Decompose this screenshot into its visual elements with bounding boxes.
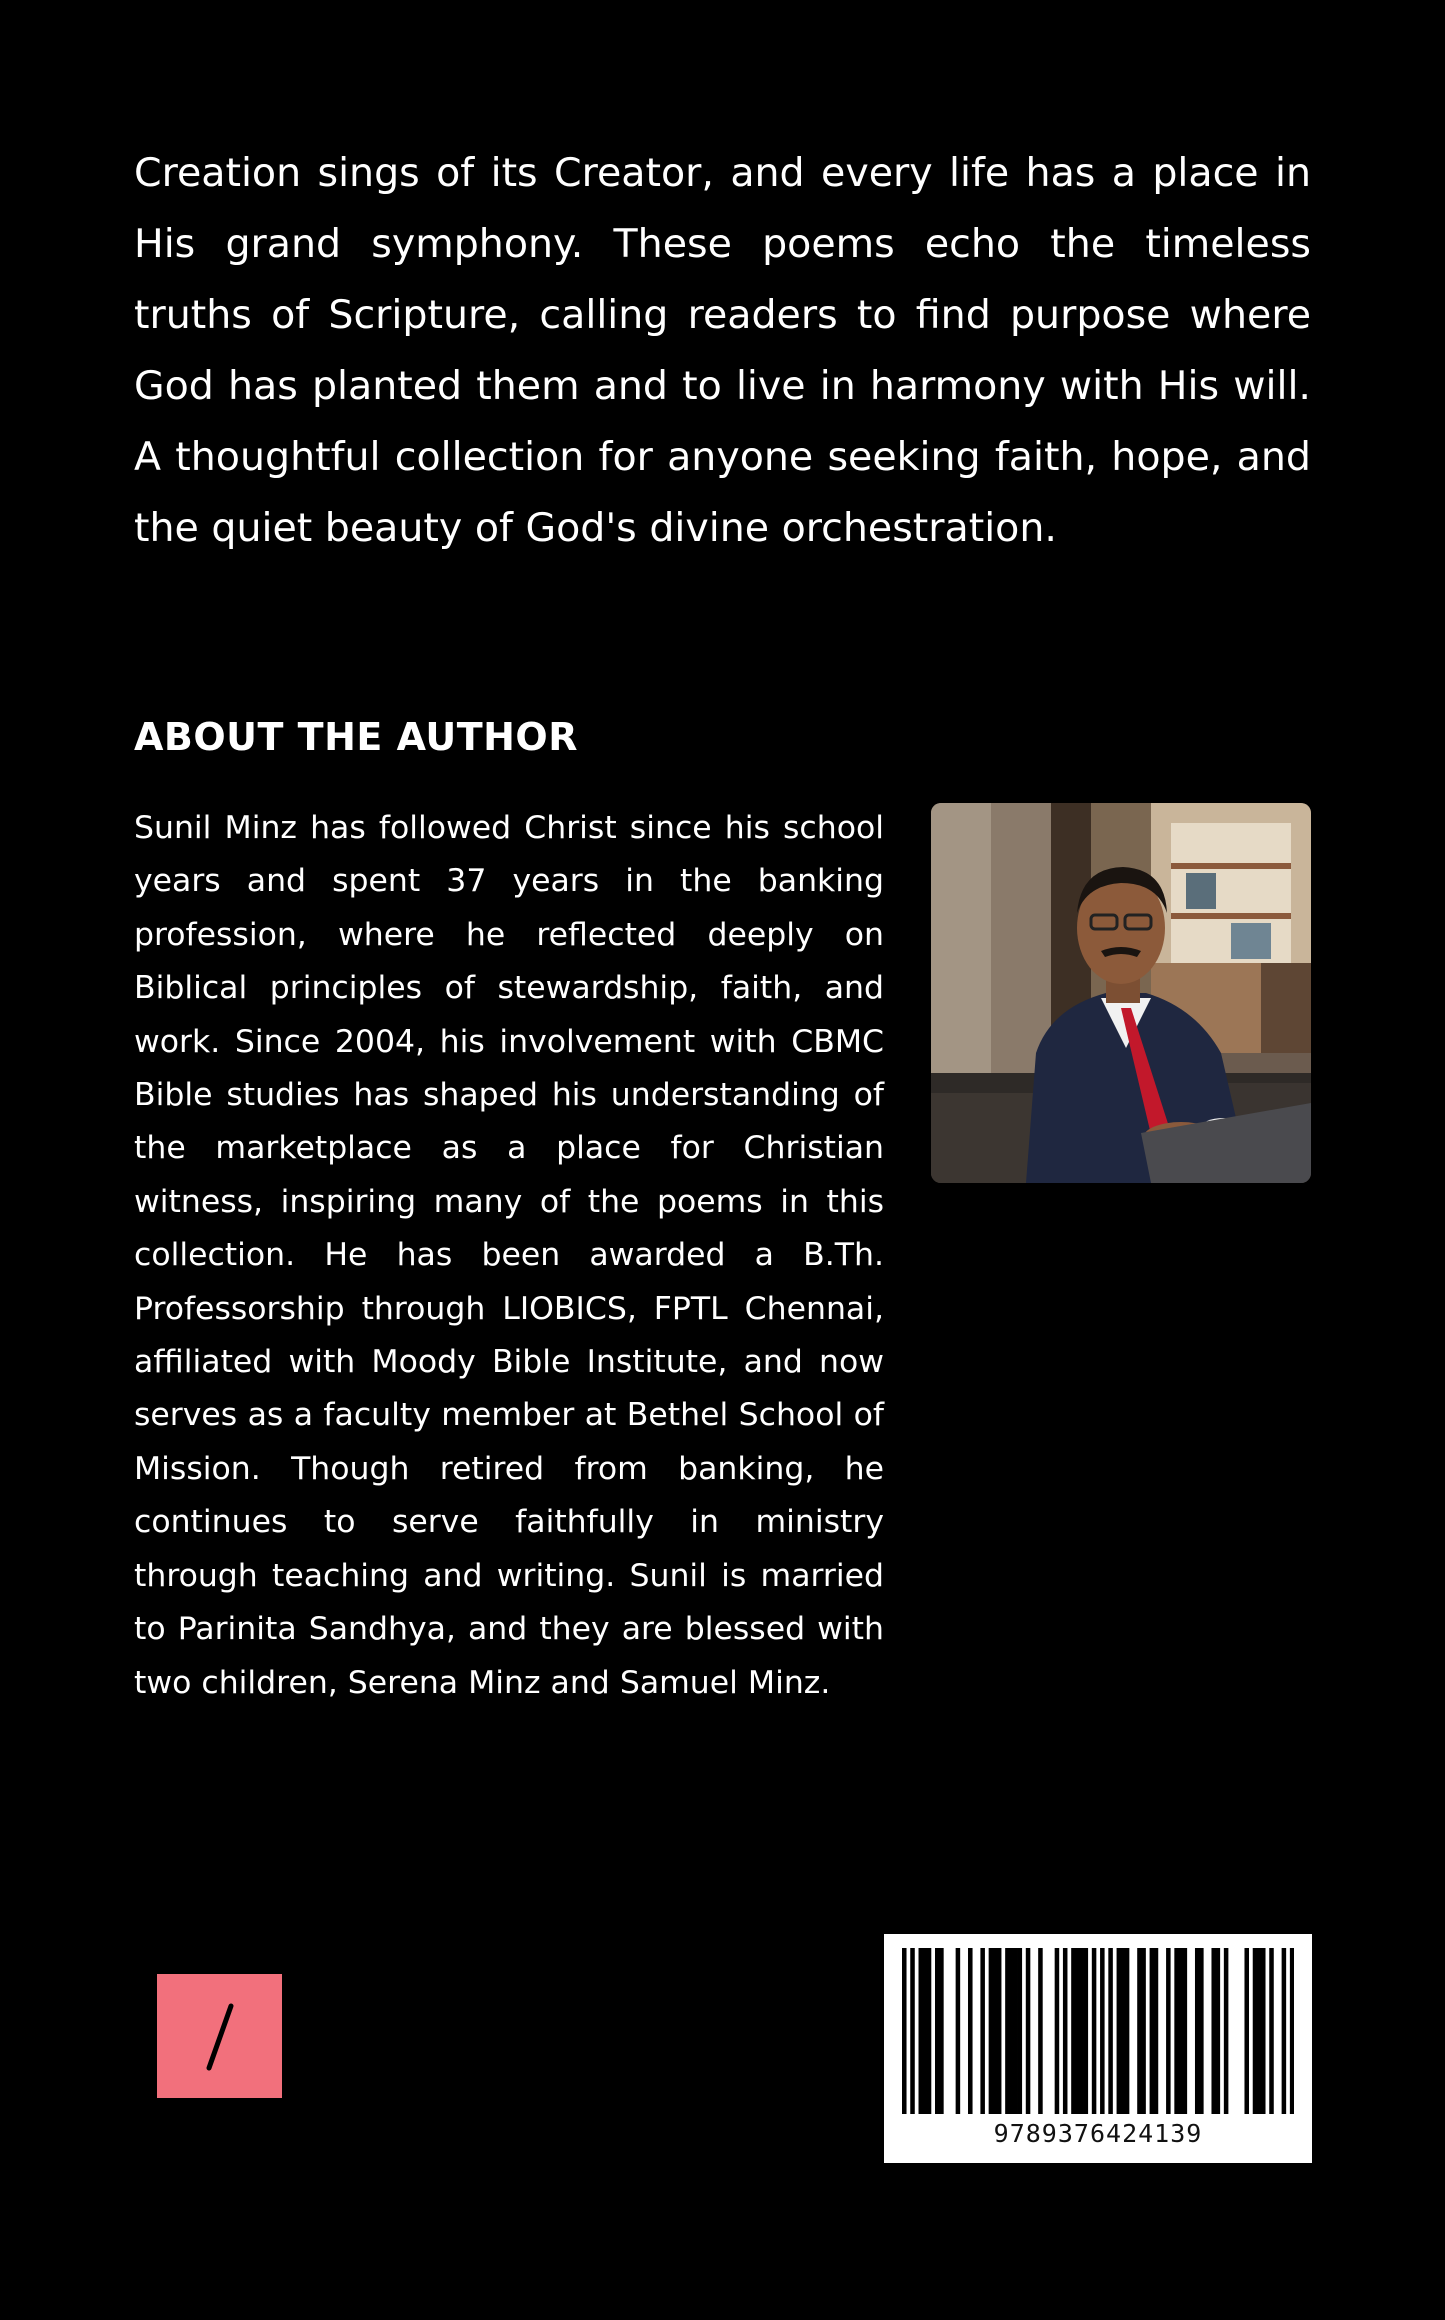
barcode-bar bbox=[968, 1948, 973, 2114]
barcode-bar bbox=[1150, 1948, 1155, 2114]
barcode-bar bbox=[1013, 1948, 1018, 2114]
barcode-bar bbox=[1038, 1948, 1043, 2114]
barcode-bar bbox=[1282, 1948, 1287, 2114]
barcode-bar bbox=[1079, 1948, 1084, 2114]
barcode-bar bbox=[1092, 1948, 1097, 2114]
back-cover-blurb: Creation sings of its Creator, and every life has a place in His grand symphony. These poems echo the timeless truths of Scripture, calling readers to find purpose where God has planted them and to live in harmony with His will. A thoughtful collection for anyone seeking faith, hope, and the quiet beauty of God's divine orchestration. bbox=[134, 150, 1311, 551]
author-bio: Sunil Minz has followed Christ since his school years and spent 37 years in the banking profession, where he reflected deeply on Biblical principles of stewardship, faith, and work. Since 2004, his involvement with CBMC Bible studies has shaped his understanding of the marketplace as a place for Christian witness, inspiring many of the poems in this collection. He has been awarded a B.Th. Professorship through LIOBICS, FPTL Chennai, affiliated with Moody Bible Institute, and now serves as a faculty member at Bethel School of Mission. Though retired from banking, he continues to serve faithfully in ministry through teaching and writing. Sunil is married to Parinita Sandhya, and they are blessed with two children, Serena Minz and Samuel Minz. bbox=[134, 810, 884, 1701]
barcode-bar bbox=[1199, 1948, 1204, 2114]
barcode-bar bbox=[956, 1948, 961, 2114]
isbn-barcode bbox=[884, 1934, 1312, 2163]
barcode-bar bbox=[1154, 1948, 1159, 2114]
barcode-bars bbox=[902, 1948, 1294, 2114]
barcode-bar bbox=[1224, 1948, 1229, 2114]
barcode-bar bbox=[1117, 1948, 1122, 2114]
barcode-bar bbox=[1071, 1948, 1076, 2114]
barcode-bar bbox=[993, 1948, 998, 2114]
barcode-bar bbox=[1183, 1948, 1188, 2114]
author-photo bbox=[931, 803, 1311, 1183]
barcode-bar bbox=[989, 1948, 994, 2114]
barcode-bar bbox=[1084, 1948, 1089, 2114]
barcode-bar bbox=[980, 1948, 985, 2114]
barcode-bar bbox=[1018, 1948, 1023, 2114]
barcode-bar bbox=[1009, 1948, 1014, 2114]
barcode-bar bbox=[1121, 1948, 1126, 2114]
barcode-bar bbox=[1125, 1948, 1130, 2114]
barcode-bar bbox=[1216, 1948, 1221, 2114]
barcode-bar bbox=[1141, 1948, 1146, 2114]
about-author-heading: ABOUT THE AUTHOR bbox=[134, 715, 578, 759]
barcode-bar bbox=[927, 1948, 932, 2114]
barcode-bar bbox=[1261, 1948, 1266, 2114]
barcode-bar bbox=[1075, 1948, 1080, 2114]
barcode-bar bbox=[1108, 1948, 1113, 2114]
barcode-bar bbox=[1253, 1948, 1258, 2114]
barcode-bar bbox=[1290, 1948, 1294, 2114]
barcode-bar bbox=[1026, 1948, 1031, 2114]
barcode-bar bbox=[997, 1948, 1002, 2114]
barcode-bar bbox=[1211, 1948, 1216, 2114]
barcode-bar bbox=[1005, 1948, 1010, 2114]
isbn-number: 9789376424139 bbox=[993, 2119, 1203, 2148]
barcode-bar bbox=[1244, 1948, 1249, 2114]
barcode-bar bbox=[935, 1948, 940, 2114]
barcode-bar bbox=[939, 1948, 944, 2114]
barcode-bar bbox=[1178, 1948, 1183, 2114]
barcode-bar bbox=[923, 1948, 928, 2114]
barcode-bar bbox=[1257, 1948, 1262, 2114]
barcode-bar bbox=[1195, 1948, 1200, 2114]
barcode-bar bbox=[910, 1948, 915, 2114]
barcode-bar bbox=[919, 1948, 924, 2114]
barcode-bar bbox=[1269, 1948, 1274, 2114]
barcode-bar bbox=[1055, 1948, 1060, 2114]
barcode-bar bbox=[1100, 1948, 1105, 2114]
barcode-bar bbox=[1166, 1948, 1171, 2114]
barcode-bar bbox=[1063, 1948, 1068, 2114]
barcode-bar bbox=[1174, 1948, 1179, 2114]
barcode-bar bbox=[902, 1948, 907, 2114]
publisher-logo bbox=[157, 1974, 282, 2098]
barcode-bar bbox=[1137, 1948, 1142, 2114]
